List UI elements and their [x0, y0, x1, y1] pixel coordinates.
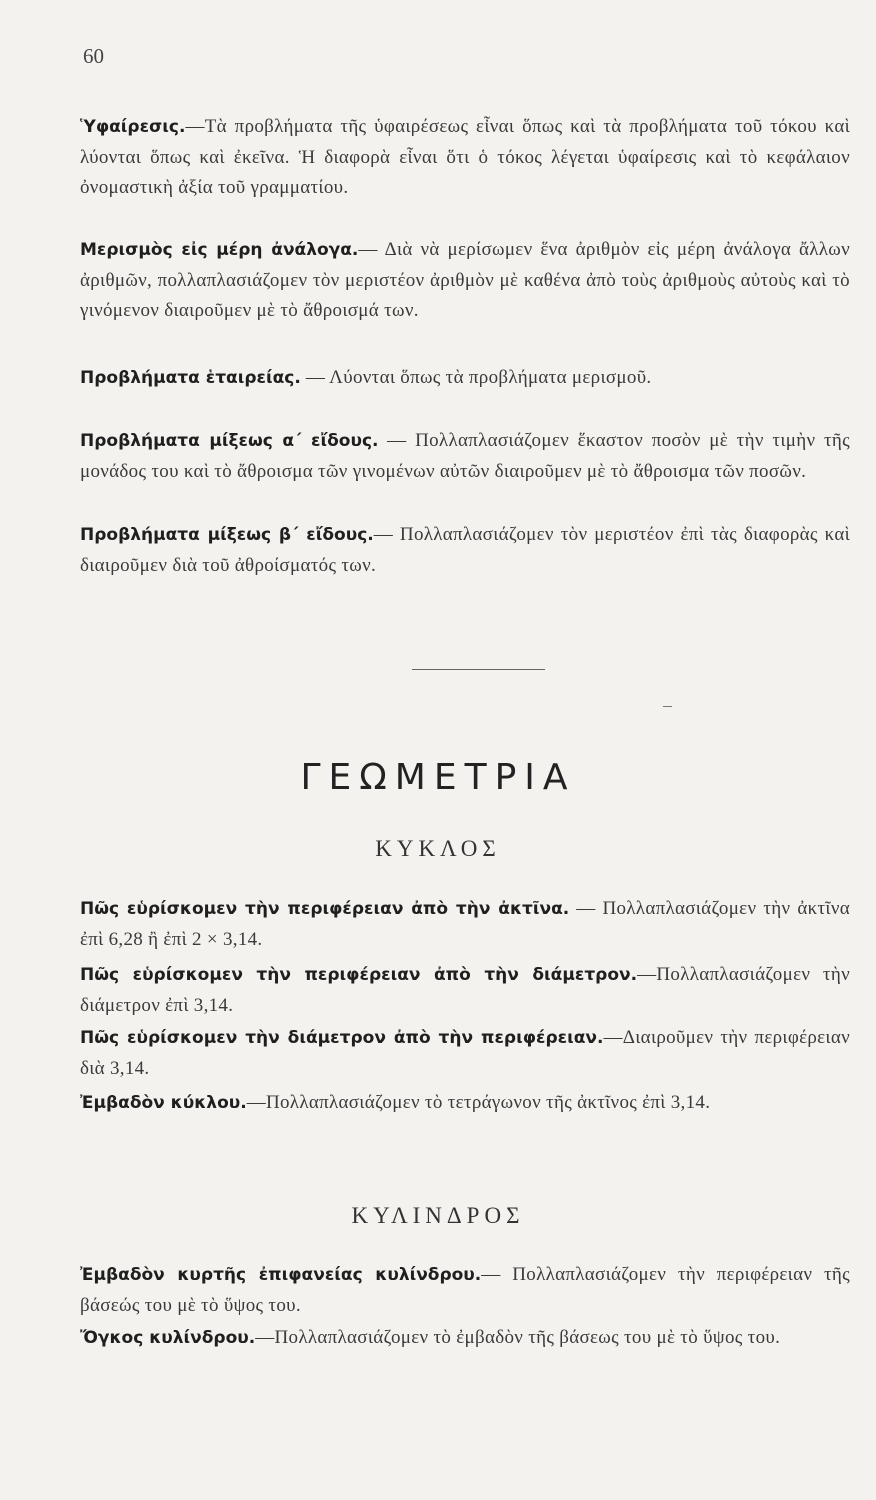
- paragraph-body: — Πολλαπλασιάζομεν ἕκαστον ποσὸν μὲ τὴν τιμὴν τῆς μονάδος του καὶ τὸ ἄθροισμα τῶν γινομένων αὐτῶν διαιροῦμεν μὲ τὸ ἄθροισμα τῶν ποσῶν.: [80, 430, 850, 482]
- paragraph-body: —Τὰ προβλήματα τῆς ὑφαιρέσεως εἶναι ὅπως καὶ τὰ προβλήματα τοῦ τόκου καὶ λύονται ὅπως καὶ ἐκεῖνα. Ἡ διαφορὰ εἶναι ὅτι ὁ τόκος λέγεται ὑφαίρεσις καὶ τὸ κεφάλαιον ὀνομαστικὴ ἀξία τοῦ γραμματίου.: [80, 116, 850, 198]
- paragraph-body: —Πολλαπλασιάζομεν τὸ τετράγωνον τῆς ἀκτῖνος ἐπὶ 3,14.: [246, 1092, 711, 1113]
- paragraph-heading: Πῶς εὑρίσκομεν τὴν διάμετρον ἀπὸ τὴν περιφέρειαν.: [80, 1028, 604, 1048]
- paragraph-cylinder-lateral-area: [80, 1260, 850, 1321]
- paragraph-heading: Προβλήματα μίξεως α΄ εἴδους.: [80, 431, 379, 451]
- paragraph-subtraction: [80, 112, 850, 204]
- paragraph-body: —Πολλαπλασιάζομεν τὴν διάμετρον ἐπὶ 3,14.: [80, 964, 850, 1016]
- paragraph-heading: Προβλήματα μίξεως β΄ εἴδους.: [80, 525, 374, 545]
- paragraph-heading: Ἐμβαδὸν κυρτῆς ἐπιφανείας κυλίνδρου.: [80, 1265, 482, 1285]
- paragraph-circumference-from-diameter: [80, 960, 850, 1021]
- paragraph-cylinder-volume: [80, 1323, 850, 1354]
- paragraph-diameter-from-circumference: [80, 1023, 850, 1084]
- paragraph-body: —Διαιροῦμεν τὴν περιφέρειαν διὰ 3,14.: [80, 1027, 850, 1079]
- paragraph-body: — Πολλαπλασιάζομεν τὸν μεριστέον ἐπὶ τὰς διαφορὰς καὶ διαιροῦμεν διὰ τοῦ ἀθροίσματός των.: [80, 524, 851, 576]
- paragraph-circle-area: [80, 1088, 850, 1119]
- paragraph-mixture-first-kind: [80, 426, 850, 487]
- paragraph-proportional-division: [80, 235, 850, 327]
- paragraph-body: — Πολλαπλασιάζομεν τὴν περιφέρειαν τῆς βάσεώς του μὲ τὸ ὕψος του.: [80, 1264, 850, 1316]
- divider-dash: [663, 706, 672, 707]
- paragraph-heading: Πῶς εὑρίσκομεν τὴν περιφέρειαν ἀπὸ τὴν διάμετρον.: [80, 965, 638, 985]
- paragraph-partnership: [80, 363, 850, 394]
- page-number: 60: [83, 44, 104, 68]
- subsection-title-circle: ΚΥΚΛΟΣ: [375, 836, 501, 861]
- paragraph-body: — Πολλαπλασιάζομεν τὴν ἀκτῖνα ἐπὶ 6,28 ἢ ἐπὶ 2 × 3,14.: [80, 898, 850, 950]
- paragraph-body: — Λύονται ὅπως τὰ προβλήματα μερισμοῦ.: [300, 367, 652, 388]
- paragraph-heading: Προβλήματα ἑταιρείας.: [80, 368, 301, 388]
- paragraph-heading: Ἐμβαδὸν κύκλου.: [80, 1093, 247, 1113]
- section-divider: [412, 669, 545, 670]
- paragraph-heading: Πῶς εὑρίσκομεν τὴν περιφέρειαν ἀπὸ τὴν ἀκτῖνα.: [80, 899, 570, 919]
- subsection-title-cylinder: ΚΥΛΙΝΔΡΟΣ: [351, 1203, 525, 1228]
- paragraph-body: —Πολλαπλασιάζομεν τὸ ἐμβαδὸν τῆς βάσεως του μὲ τὸ ὕψος του.: [255, 1327, 781, 1348]
- paragraph-heading: Ὑφαίρεσις.: [80, 117, 186, 137]
- paragraph-heading: Μερισμὸς εἰς μέρη ἀνάλογα.: [80, 240, 359, 260]
- paragraph-heading: Ὄγκος κυλίνδρου.: [80, 1328, 256, 1348]
- paragraph-mixture-second-kind: [80, 520, 850, 581]
- section-title-geometry: ΓΕΩΜΕΤΡΙΑ: [300, 757, 576, 798]
- paragraph-circumference-from-radius: [80, 894, 850, 955]
- paragraph-body: — Διὰ νὰ μερίσωμεν ἕνα ἀριθμὸν εἰς μέρη ἀνάλογα ἄλλων ἀριθμῶν, πολλαπλασιάζομεν τὸν μεριστέον ἀριθμὸν μὲ καθένα ἀπὸ τοὺς ἀριθμοὺς αὐτοὺς καὶ τὸ γινόμενον διαιροῦμεν μὲ τὸ ἄθροισμά των.: [80, 239, 850, 321]
